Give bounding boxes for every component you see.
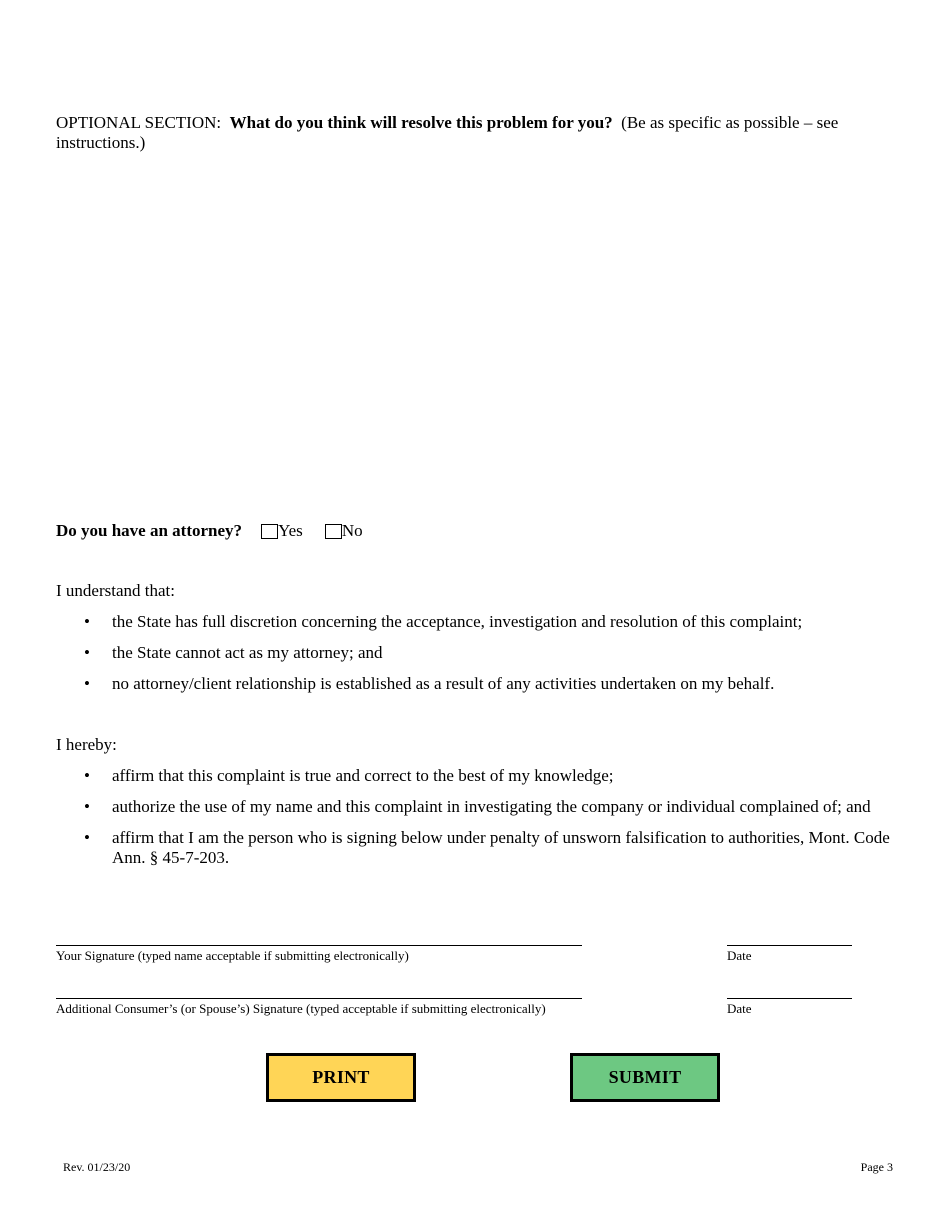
- bullet-icon: •: [84, 643, 90, 662]
- list-item: [56, 797, 896, 817]
- list-item: [56, 828, 896, 868]
- secondary-signature-label: Additional Consumer’s (or Spouse’s) Signature (typed acceptable if submitting electronically): [56, 1001, 546, 1016]
- secondary-date-line[interactable]: [727, 998, 852, 999]
- attorney-question-row: [56, 520, 363, 542]
- list-item: [56, 643, 896, 663]
- optional-section-lead: OPTIONAL SECTION:: [56, 113, 230, 132]
- attorney-no-label: No: [341, 521, 363, 540]
- attorney-question: Do you have an attorney?: [56, 521, 243, 540]
- secondary-date-label: Date: [727, 1001, 752, 1016]
- list-item-text: the State has full discretion concerning the acceptance, investigation and resolution of this complaint;: [112, 612, 803, 631]
- bullet-icon: •: [84, 674, 90, 693]
- hereby-intro: I hereby:: [56, 735, 117, 754]
- list-item-text: affirm that I am the person who is signing below under penalty of unsworn falsification to authorities, Mont. Code Ann. § 45-7-203.: [112, 828, 890, 867]
- hereby-list: [56, 766, 896, 879]
- primary-signature-label: Your Signature (typed name acceptable if submitting electronically): [56, 948, 409, 963]
- list-item: [56, 612, 896, 632]
- optional-section-heading: [56, 113, 896, 153]
- attorney-yes-checkbox[interactable]: [261, 524, 278, 539]
- list-item-text: affirm that this complaint is true and correct to the best of my knowledge;: [112, 766, 614, 785]
- list-item-text: no attorney/client relationship is established as a result of any activities undertaken on my behalf.: [112, 674, 775, 693]
- primary-date-line[interactable]: [727, 945, 852, 946]
- understand-list: [56, 612, 896, 705]
- understand-intro: I understand that:: [56, 581, 175, 600]
- secondary-signature-line[interactable]: [56, 998, 582, 999]
- list-item: [56, 766, 896, 786]
- bullet-icon: •: [84, 797, 90, 816]
- bullet-icon: •: [84, 766, 90, 785]
- primary-signature-line[interactable]: [56, 945, 582, 946]
- list-item: [56, 674, 896, 694]
- list-item-text: the State cannot act as my attorney; and: [112, 643, 383, 662]
- primary-date-label: Date: [727, 948, 752, 963]
- list-item-text: authorize the use of my name and this complaint in investigating the company or individual complained of; and: [112, 797, 871, 816]
- resolution-answer-field[interactable]: [56, 160, 896, 490]
- bullet-icon: •: [84, 612, 90, 631]
- optional-section-question: What do you think will resolve this problem for you?: [229, 113, 613, 132]
- attorney-no-checkbox[interactable]: [325, 524, 342, 539]
- print-button[interactable]: PRINT: [266, 1053, 416, 1102]
- optional-section-note: (Be as specific as possible – see instructions.): [56, 113, 843, 152]
- attorney-yes-label: Yes: [278, 521, 303, 540]
- bullet-icon: •: [84, 828, 90, 847]
- revision-date: Rev. 01/23/20: [63, 1160, 131, 1174]
- page-number: Page 3: [860, 1160, 893, 1174]
- submit-button[interactable]: SUBMIT: [570, 1053, 720, 1102]
